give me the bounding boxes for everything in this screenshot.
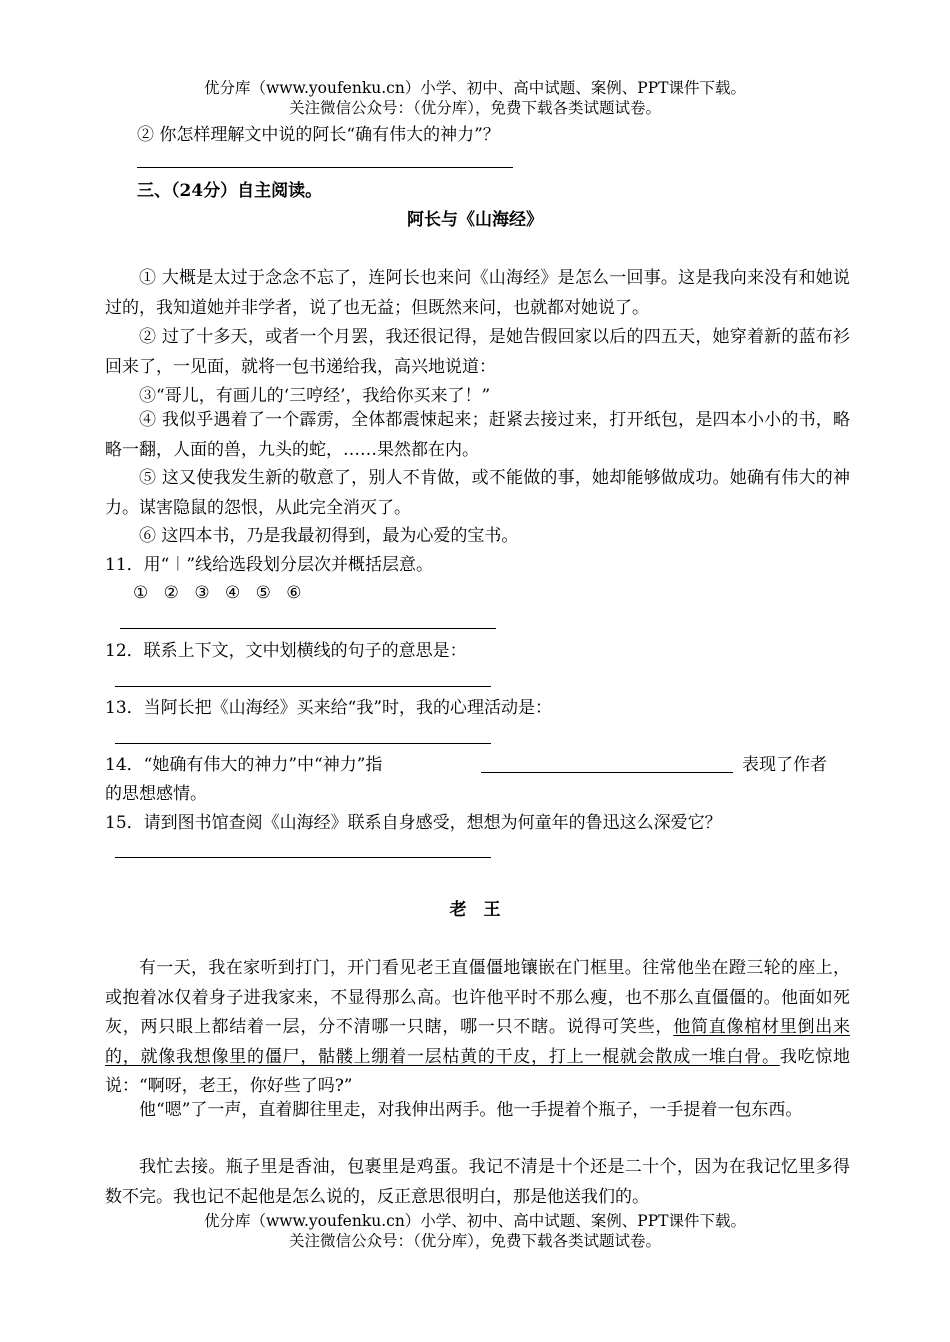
question-13: 13．当阿长把《山海经》买来给“我”时，我的心理活动是： — [105, 698, 553, 718]
question-14-after: 表现了作者 — [742, 755, 827, 775]
mark-2[interactable]: ② — [163, 583, 179, 603]
footer-line-2: 关注微信公众号：（优分库），免费下载各类试题试卷。 — [288, 1232, 661, 1250]
underlined-sentence: 他简直像棺材里倒出来的，就像我想像里的僵尸，骷髅上绷着一层枯黄的干皮，打上一棍就会散成一堆白骨。 — [105, 1017, 851, 1067]
paragraph-3: ③“哥儿，有画儿的‘三哼经’，我给你买来了！” — [139, 386, 491, 406]
answer-blank-14[interactable] — [481, 772, 733, 773]
question-11: 11．用“︱”线给选段划分层次并概括层意。 — [105, 555, 434, 575]
question-12: 12．联系上下文，文中划横线的句子的意思是： — [105, 641, 467, 661]
laowang-paragraph-1 — [105, 954, 850, 1102]
section-heading: 三、（24分）自主阅读。 — [137, 181, 323, 201]
paragraph-marks — [133, 580, 312, 606]
question-14 — [105, 752, 382, 778]
passage-title-laowang: 老 王 — [449, 900, 501, 920]
mark-4[interactable]: ④ — [224, 583, 241, 603]
mark-1[interactable]: ① — [133, 583, 149, 603]
paragraph-5: ⑤ 这又使我发生新的敬意了，别人不肯做，或不能做的事，她却能够做成功。她确有伟大的神力。谋害隐鼠的怨恨，从此完全消灭了。 — [105, 468, 850, 518]
paragraph-4: ④ 我似乎遇着了一个霹雳，全体都震悚起来；赶紧去接过来，打开纸包，是四本小小的书，略略一翻，人面的兽，九头的蛇，……果然都在内。 — [105, 410, 850, 460]
laowang-paragraph-3: 我忙去接。瓶子里是香油，包裹里是鸡蛋。我记不清是十个还是二十个，因为在我记忆里多得数不完。我也记不起他是怎么说的，反正意思很明白，那是他送我们的。 — [105, 1157, 850, 1207]
laowang-p1-text: 有一天，我在家听到打门，开门看见老王直僵僵地镶嵌在门框里。往常他坐在蹬三轮的座上，或抱着冰仅着身子进我家来，不显得那么高。也许他平时不那么瘦，也不那么直僵僵的。他面如死灰，两只眼上都结着一层，分不清哪一只瞎，哪一只不瞎。说得可笑些， — [105, 958, 850, 1037]
laowang-paragraph-2: 他“嗯”了一声，直着脚往里走，对我伸出两手。他一手提着个瓶子，一手提着一包东西。 — [139, 1100, 803, 1120]
answer-blank-12[interactable] — [115, 686, 491, 687]
paragraph-1: ① 大概是太过于念念不忘了，连阿长也来问《山海经》是怎么一回事。这是我向来没有和她说过的，我知道她并非学者，说了也无益；但既然来问，也就都对她说了。 — [105, 268, 850, 318]
paragraph-6: ⑥ 这四本书，乃是我最初得到，最为心爱的宝书。 — [139, 526, 519, 546]
header-line-2: 关注微信公众号：（优分库），免费下载各类试题试卷。 — [288, 99, 661, 117]
mark-3[interactable]: ③ — [194, 583, 210, 603]
laowang-p1-end: 我吃惊地说：“啊呀，老王，你好些了吗?” — [105, 1046, 851, 1096]
paragraph-2: ② 过了十多天，或者一个月罢，我还很记得，是她告假回家以后的四五天，她穿着新的蓝布衫回来了，一见面，就将一包书递给我，高兴地说道： — [105, 327, 850, 377]
answer-blank-11[interactable] — [120, 628, 496, 629]
header-line-1: 优分库（www.youfenku.cn）小学、初中、高中试题、案例、PPT课件下载。 — [203, 79, 747, 97]
question-14-text: 14．“她确有伟大的神力”中“神力”指 — [105, 755, 383, 775]
question-15: 15．请到图书馆查阅《山海经》联系自身感受，想想为何童年的鲁迅这么深爱它？ — [105, 813, 722, 833]
footer-line-1: 优分库（www.youfenku.cn）小学、初中、高中试题、案例、PPT课件下载。 — [203, 1212, 747, 1230]
previous-question: ② 你怎样理解文中说的阿长“确有伟大的神力”？ — [137, 125, 500, 145]
question-14-line-2: 的思想感情。 — [105, 784, 207, 804]
answer-blank-13[interactable] — [115, 743, 491, 744]
passage-title: 阿长与《山海经》 — [407, 210, 543, 230]
mark-5[interactable]: ⑤ — [255, 583, 271, 603]
mark-6[interactable]: ⑥ — [286, 583, 302, 603]
answer-blank[interactable] — [137, 167, 513, 168]
answer-blank-15[interactable] — [115, 857, 491, 858]
